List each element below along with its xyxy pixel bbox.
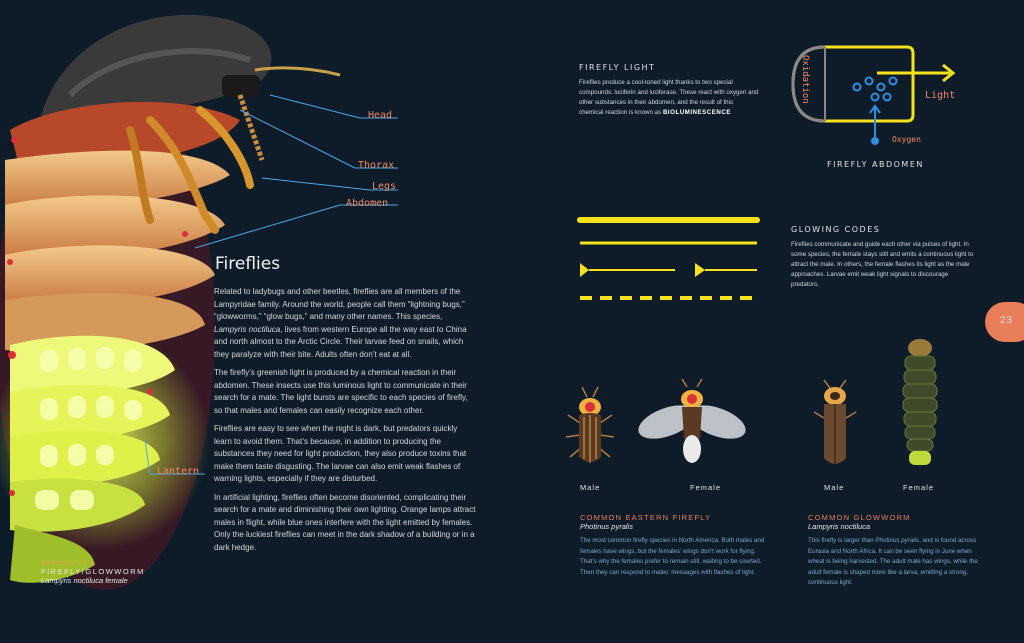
label-abdomen: Abdomen [346, 198, 389, 209]
photinus-male-illustration [560, 385, 620, 470]
page-number-tab [985, 302, 1024, 342]
glowworm-latin: Lampyris noctiluca [808, 522, 871, 531]
label-legs: Legs [372, 181, 397, 192]
photinus-female-label: Female [690, 483, 722, 492]
firefly-light-heading: FIREFLY LIGHT [579, 63, 656, 72]
paragraph-2: The firefly’s greenish light is produced by a chemical reaction in their abdomen. These insects use this luminous light to communicate in their search for a mate. The light bursts are specific to each species of firefly, so that males and females can easily recognize each other. [214, 368, 468, 415]
paragraph-1: Related to ladybugs and other beetles, fireflies are all members of the Lampyridae family. Around the world, people call them “lightning bugs,” “glowworms,” “glow bugs,” and many other names. This species, Lampyris noctiluca, lives from western Europe all the way east to China and north almost to the Arctic Circle. Their larvae feed on snails, which they paralyze with their bite. Adults often don’t eat at all. [214, 287, 467, 359]
label-thorax: Thorax [358, 160, 395, 171]
diagram-label-oxygen: Oxygen [892, 135, 921, 144]
species-eastern-firefly [580, 513, 765, 578]
anatomy-caption-line3: Lampyris noctiluca female [41, 576, 128, 585]
anatomy-caption-line1: Anatomy of a [41, 560, 95, 567]
main-title: Fireflies [215, 254, 281, 274]
bioluminescence-term: BIOLUMINESCENCE [662, 109, 731, 116]
lampyris-female-illustration [893, 336, 948, 472]
label-lantern: Lantern [157, 466, 200, 477]
glowworm-text: This firefly is larger than Photinus pyralis, and is found across Eurasia and North Africa. It can be seen flying in June when wheat is being harvested. The adult male has wings, while the adult female is shaped more like a larva, emitting a strong, continuous light. [808, 537, 978, 586]
eastern-firefly-text: The most common firefly species in North America. Both males and females have wings, but the females’ wings don’t work for flying. That’s why the females prefer to remain still, waiting to be courted. Then they can respond to males’ messages with flashes of light. [580, 537, 765, 576]
eastern-firefly-heading: COMMON EASTERN FIREFLY [580, 513, 712, 522]
photinus-male-label: Male [580, 483, 601, 492]
lampyris-male-illustration [810, 378, 860, 470]
glowing-codes-heading: GLOWING CODES [791, 225, 881, 234]
page-number: 23 [1000, 315, 1014, 326]
lampyris-female-label: Female [903, 483, 935, 492]
diagram-label-oxidation: Oxidation [800, 55, 810, 104]
paragraph-3: Fireflies are easy to see when the night is dark, but predators quickly learn to avoid them. That’s because, in addition to producing the substances they need for light production, they also produce toxins that make them taste disgusting. The larvae can also emit weak flashes of warning lights, especially if they are disturbed. [214, 424, 467, 483]
main-text [214, 286, 476, 554]
glowing-codes-text: Fireflies communicate and guide each other via pulses of light. In some species, the female stays still and emits a continuous light to attract the male. In others, the female flashes its light as the male approaches. Larvae emit weak light signals to discourage predators. [791, 241, 974, 288]
lampyris-male-label: Male [824, 483, 845, 492]
light-pulse-patterns [575, 210, 765, 310]
firefly-light-text: Fireflies produce a cool-toned light thanks to two special compounds: luciferin and luciferase. These react with oxygen and other substances in their abdomen, and the result of this chemical reaction is known as BIOLUMINESCENCE [579, 79, 759, 116]
eastern-firefly-latin: Photinus pyralis [580, 522, 633, 531]
species-common-glowworm [808, 513, 980, 589]
paragraph-4: In artificial lighting, fireflies often become disoriented, complicating their search for a mate and diminishing their own lighting. Orange lamps attract males in flight, while blue ones interfere with the light emitted by females. Only the luckiest fireflies can meet in the dark shadow of a building or in a dark hedge. [214, 492, 476, 552]
anatomy-caption [41, 560, 145, 585]
label-head: Head [368, 110, 393, 121]
diagram-label-light: Light [925, 90, 956, 101]
anatomy-caption-line2: FIREFLY/GLOWWORM [41, 567, 145, 576]
firefly-abdomen-caption: FIREFLY ABDOMEN [827, 160, 924, 169]
photinus-female-illustration [637, 377, 747, 472]
glowworm-heading: COMMON GLOWWORM [808, 513, 911, 522]
